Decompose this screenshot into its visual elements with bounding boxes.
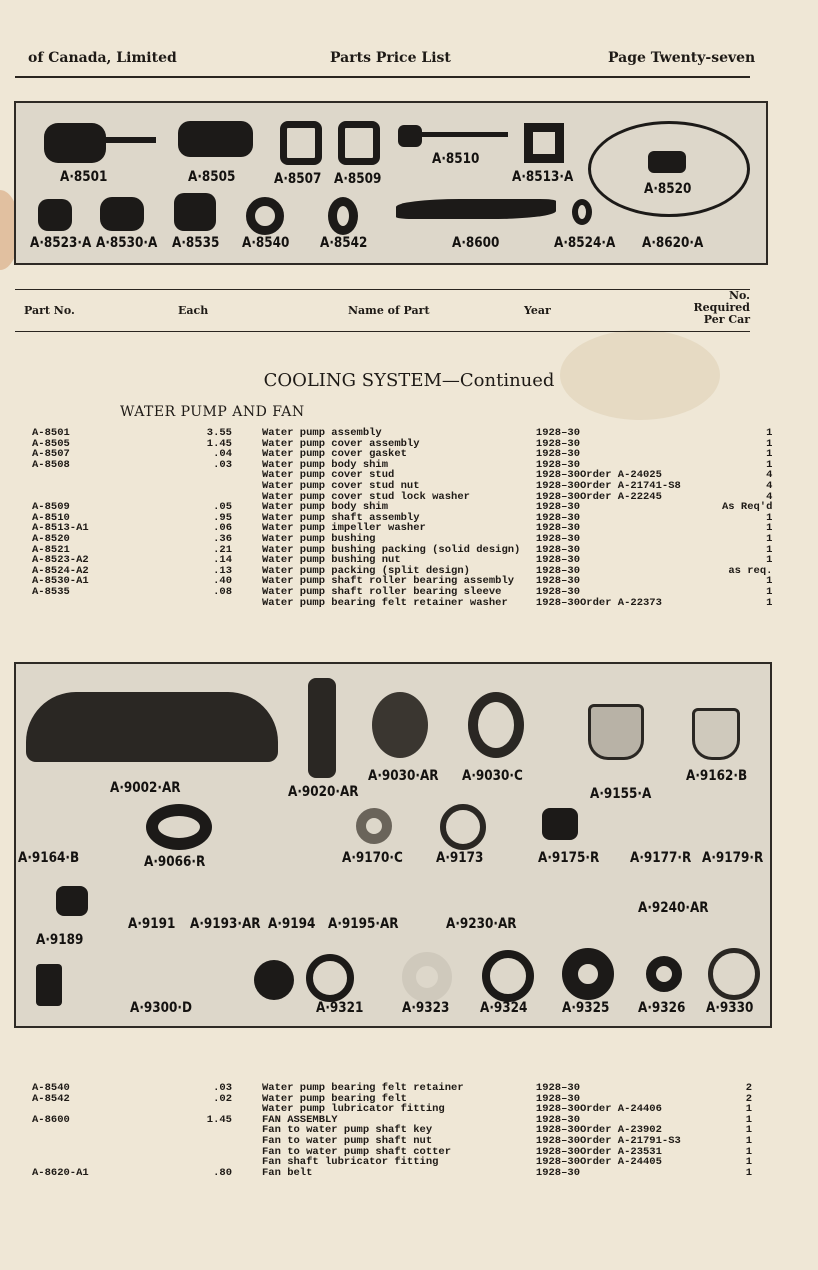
price: .06 <box>213 522 232 535</box>
gauge-image <box>254 960 294 1000</box>
part-label: A·8520 <box>644 181 692 197</box>
part-label: A·8535 <box>172 235 220 251</box>
quantity: 1 <box>766 511 773 524</box>
quantity: 1 <box>766 427 773 439</box>
year: 1928–30 <box>535 458 580 471</box>
part-label: A·9323 <box>402 1000 450 1016</box>
part-name: Fan to water pump shaft key 1928–30 <box>262 1124 580 1137</box>
table-row <box>32 449 772 460</box>
part-name: Fan shaft lubricator fitting 1928–30 <box>262 1156 580 1169</box>
part-label: A·9173 <box>436 850 484 866</box>
quantity: as req. <box>728 564 773 577</box>
year: 1928–30 <box>535 448 580 461</box>
price: .03 <box>213 1082 232 1094</box>
part-label: A·9162·B <box>686 768 748 784</box>
quantity: 1 <box>745 1124 752 1137</box>
part-number: A-8510 <box>32 511 70 524</box>
part-label: A·9191 <box>128 916 176 932</box>
quantity: 2 <box>745 1092 752 1105</box>
col-each: Each <box>178 304 209 317</box>
quantity: 1 <box>766 437 773 450</box>
quantity: 4 <box>766 479 773 492</box>
year: 1928–30 <box>535 1113 580 1126</box>
part-number: A-8507 <box>32 448 70 461</box>
washer-image <box>356 808 392 844</box>
quantity: 1 <box>766 458 773 471</box>
year: 1928–30 <box>535 490 580 503</box>
header-rule <box>15 76 750 78</box>
year: 1928–30 <box>535 554 580 567</box>
order-note <box>580 428 722 439</box>
price <box>172 1136 232 1147</box>
price: .02 <box>213 1092 232 1105</box>
table-row <box>32 523 772 534</box>
part-label: A·8540 <box>242 235 290 251</box>
price: .80 <box>213 1166 232 1179</box>
part-name: Water pump bearing felt retainer 1928–30 <box>262 1082 580 1094</box>
part-label: A·9330 <box>706 1000 754 1016</box>
order-note: Order A-23902 <box>580 1124 662 1137</box>
part-label: A·9189 <box>36 932 84 948</box>
part-number: A-8535 <box>32 585 70 598</box>
part-label: A·8510 <box>432 151 480 167</box>
price: .13 <box>213 564 232 577</box>
price <box>172 470 232 481</box>
part-number <box>32 481 172 492</box>
part-label: A·9164·B <box>18 850 80 866</box>
part-number: A-8505 <box>32 437 70 450</box>
col-name: Name of Part <box>348 304 430 317</box>
price: .04 <box>213 448 232 461</box>
order-note <box>580 566 722 577</box>
part-number: A-8501 <box>32 427 70 439</box>
order-note: Order A-24025 <box>580 469 662 482</box>
sediment-bulb-image <box>588 704 644 760</box>
quantity: 1 <box>766 522 773 535</box>
part-name: Water pump bushing nut 1928–30 <box>262 554 580 567</box>
price: .21 <box>213 543 232 556</box>
price: .14 <box>213 554 232 567</box>
part-label: A·9326 <box>638 1000 686 1016</box>
order-note: Order A-23531 <box>580 1145 662 1158</box>
header-right: Page Twenty-seven <box>608 50 756 66</box>
part-name: Water pump cover assembly 1928–30 <box>262 437 580 450</box>
filler-cap-image <box>372 692 428 758</box>
quantity: 4 <box>766 469 773 482</box>
part-label: A·9321 <box>316 1000 364 1016</box>
year: 1928–30 <box>535 1124 580 1137</box>
order-note: Order A-24406 <box>580 1103 662 1116</box>
part-label: A·9030·AR <box>368 768 439 784</box>
year: 1928–30 <box>535 1134 580 1147</box>
year: 1928–30 <box>535 501 580 514</box>
part-number: A-8513-A1 <box>32 522 89 535</box>
parts-photo-2 <box>14 662 772 1028</box>
order-note <box>580 587 722 598</box>
part-name: Water pump cover stud 1928–30 <box>262 469 580 482</box>
part-label: A·9240·AR <box>638 900 709 916</box>
cap-ring-image <box>468 692 524 758</box>
order-note: Order A-21741-S8 <box>580 479 681 492</box>
header-left: of Canada, Limited <box>28 50 177 66</box>
part-number: A-8530-A1 <box>32 575 89 588</box>
quantity: 1 <box>766 543 773 556</box>
part-number: A-8523-A2 <box>32 554 89 567</box>
table-row <box>32 1168 752 1179</box>
table-row <box>32 492 772 503</box>
price <box>172 481 232 492</box>
year: 1928–30 <box>535 1145 580 1158</box>
table-row <box>32 545 772 556</box>
part-name: Water pump shaft roller bearing assembly 1928–30 <box>262 575 580 588</box>
part-label: A·8523·A <box>30 235 92 251</box>
year: 1928–30 <box>535 564 580 577</box>
part-label: A·9179·R <box>702 850 764 866</box>
subsection-title: WATER PUMP AND FAN <box>120 404 305 420</box>
quantity: 1 <box>745 1113 752 1126</box>
parts-table-2 <box>32 1083 752 1178</box>
year: 1928–30 <box>535 1092 580 1105</box>
bearing-sleeve-image <box>174 193 216 231</box>
order-note: Order A-21791-S3 <box>580 1134 681 1147</box>
quantity: 1 <box>745 1166 752 1179</box>
part-number <box>32 1136 172 1147</box>
quantity: 1 <box>745 1134 752 1147</box>
price: .95 <box>213 511 232 524</box>
quantity: 1 <box>766 448 773 461</box>
year: 1928–30 <box>535 522 580 535</box>
part-label: A·8501 <box>60 169 108 185</box>
gasket-ring-image <box>482 950 534 1002</box>
gasket-image <box>280 121 322 165</box>
year: 1928–30 <box>535 479 580 492</box>
header-center: Parts Price List <box>330 50 451 66</box>
part-number: A-8521 <box>32 543 70 556</box>
part-name: Water pump shaft assembly 1928–30 <box>262 511 580 524</box>
year: 1928–30 <box>535 1103 580 1116</box>
part-name: Water pump cover stud lock washer 1928–30 <box>262 490 580 503</box>
part-number: A-8542 <box>32 1092 70 1105</box>
part-label: A·8505 <box>188 169 236 185</box>
part-label: A·9230·AR <box>446 916 517 932</box>
order-note <box>580 545 722 556</box>
order-note <box>580 523 722 534</box>
part-name: Water pump impeller washer 1928–30 <box>262 522 580 535</box>
part-label: A·8530·A <box>96 235 158 251</box>
order-note <box>580 555 722 566</box>
quantity: 1 <box>766 575 773 588</box>
parts-table-1 <box>32 428 772 608</box>
part-name: Fan to water pump shaft nut 1928–30 <box>262 1134 580 1147</box>
part-number: A-8509 <box>32 501 70 514</box>
part-name: Water pump bearing felt retainer washer 1928–30 <box>262 596 580 609</box>
part-name: Water pump bearing felt 1928–30 <box>262 1092 580 1105</box>
glass-bowl-image <box>692 708 740 760</box>
part-label: A·9194 <box>268 916 316 932</box>
cover-assembly-image <box>178 121 253 157</box>
part-name: Water pump cover stud nut 1928–30 <box>262 479 580 492</box>
year: 1928–30 <box>535 1166 580 1179</box>
order-note <box>580 449 722 460</box>
quantity: 1 <box>766 596 773 609</box>
order-note <box>580 1083 722 1094</box>
price: .03 <box>213 458 232 471</box>
quantity: 1 <box>766 532 773 545</box>
quantity: As Req'd <box>722 501 773 514</box>
bushing-nut-image <box>38 199 72 231</box>
year: 1928–30 <box>535 1082 580 1094</box>
order-note <box>580 502 722 513</box>
part-number: A-8524-A2 <box>32 564 89 577</box>
part-name: FAN ASSEMBLY 1928–30 <box>262 1113 580 1126</box>
part-label: A·9020·AR <box>288 784 359 800</box>
hose-image <box>308 678 336 778</box>
year: 1928–30 <box>535 1156 580 1169</box>
part-label: A·9155·A <box>590 786 652 802</box>
year: 1928–30 <box>535 469 580 482</box>
part-label: A·9175·R <box>538 850 600 866</box>
price <box>172 598 232 609</box>
gasket-image <box>146 804 212 850</box>
price <box>172 1125 232 1136</box>
order-note <box>580 513 722 524</box>
part-label: A·8524·A <box>554 235 616 251</box>
part-number <box>32 1125 172 1136</box>
felt-retainer-image <box>246 197 284 235</box>
quantity: 1 <box>745 1145 752 1158</box>
part-name: Water pump body shim 1928–30 <box>262 458 580 471</box>
part-name: Water pump shaft roller bearing sleeve 1928–30 <box>262 585 580 598</box>
part-label: A·9030·C <box>462 768 523 784</box>
price: 1.45 <box>206 1113 232 1126</box>
table-row <box>32 1104 752 1115</box>
year: 1928–30 <box>535 596 580 609</box>
table-row <box>32 1157 752 1168</box>
price: .05 <box>213 501 232 514</box>
ring-image <box>708 948 760 1000</box>
quantity: 4 <box>766 490 773 503</box>
column-rule-top <box>15 289 750 290</box>
part-label: A·8542 <box>320 235 368 251</box>
roller-bearing-image <box>100 197 144 231</box>
order-note: Order A-22373 <box>580 596 662 609</box>
quantity: 1 <box>766 585 773 598</box>
ring-image <box>440 804 486 850</box>
part-number <box>32 470 172 481</box>
part-label: A·9002·AR <box>110 780 181 796</box>
packing-image <box>572 199 592 225</box>
year: 1928–30 <box>535 532 580 545</box>
year: 1928–30 <box>535 585 580 598</box>
part-number: A-8620-A1 <box>32 1166 89 1179</box>
felt-image <box>328 197 358 235</box>
nut-image <box>542 808 578 840</box>
part-name: Water pump bushing 1928–30 <box>262 532 580 545</box>
pump-assembly-image <box>44 123 106 163</box>
felt-ring-image <box>402 952 452 1002</box>
shim-image <box>338 121 380 165</box>
price: .36 <box>213 532 232 545</box>
year: 1928–30 <box>535 575 580 588</box>
year: 1928–30 <box>535 427 580 439</box>
year: 1928–30 <box>535 511 580 524</box>
price: .40 <box>213 575 232 588</box>
col-required: No. Required Per Car <box>693 289 750 326</box>
part-name: Water pump body shim 1928–30 <box>262 501 580 514</box>
col-part-no: Part No. <box>24 304 75 317</box>
part-name: Water pump bushing packing (solid design) 1928–30 <box>262 543 580 556</box>
part-label: A·9324 <box>480 1000 528 1016</box>
part-number: A-8600 <box>32 1113 70 1126</box>
price: 1.45 <box>206 437 232 450</box>
float-image <box>36 964 62 1006</box>
order-note: Order A-22245 <box>580 490 662 503</box>
part-number: A-8540 <box>32 1082 70 1094</box>
part-label: A·9177·R <box>630 850 692 866</box>
ring-image <box>646 956 682 992</box>
price: 3.55 <box>206 427 232 439</box>
quantity: 1 <box>745 1103 752 1116</box>
part-label: A·9195·AR <box>328 916 399 932</box>
part-name: Water pump cover gasket 1928–30 <box>262 448 580 461</box>
part-name: Water pump assembly 1928–30 <box>262 427 580 439</box>
part-label: A·8513·A <box>512 169 574 185</box>
order-note <box>580 1168 722 1179</box>
part-label: A·8600 <box>452 235 500 251</box>
price: .08 <box>213 585 232 598</box>
bushing-image <box>648 151 686 173</box>
part-label: A·8620·A <box>642 235 704 251</box>
fan-image <box>396 199 556 219</box>
shaft-image <box>100 137 156 143</box>
order-note <box>580 576 722 587</box>
part-number <box>32 598 172 609</box>
table-row <box>32 598 772 609</box>
radiator-shell-image <box>26 692 278 762</box>
part-number: A-8508 <box>32 458 70 471</box>
valve-image <box>56 886 88 916</box>
col-year: Year <box>524 304 551 317</box>
part-label: A·9325 <box>562 1000 610 1016</box>
year: 1928–30 <box>535 437 580 450</box>
order-note: Order A-24405 <box>580 1156 662 1169</box>
part-name: Fan to water pump shaft cotter 1928–30 <box>262 1145 580 1158</box>
washer-image <box>524 123 564 163</box>
part-number <box>32 1147 172 1158</box>
shaft-rod-image <box>416 132 508 137</box>
part-label: A·9066·R <box>144 854 206 870</box>
quantity: 1 <box>745 1156 752 1169</box>
price <box>172 1147 232 1158</box>
part-label: A·9300·D <box>130 1000 192 1016</box>
order-note <box>580 439 722 450</box>
gasket-ring-image <box>306 954 354 1002</box>
order-note <box>580 534 722 545</box>
quantity: 1 <box>766 554 773 567</box>
part-name: Water pump lubricator fitting 1928–30 <box>262 1103 580 1116</box>
part-label: A·9193·AR <box>190 916 261 932</box>
parts-photo-1 <box>14 101 768 265</box>
part-name: Water pump packing (split design) 1928–30 <box>262 564 580 577</box>
part-label: A·8507 <box>274 171 322 187</box>
part-name: Fan belt 1928–30 <box>262 1166 580 1179</box>
column-rule-bottom <box>15 331 750 332</box>
section-title: COOLING SYSTEM—Continued <box>263 370 555 391</box>
part-label: A·9170·C <box>342 850 403 866</box>
year: 1928–30 <box>535 543 580 556</box>
rubber-ring-image <box>562 948 614 1000</box>
part-number: A-8520 <box>32 532 70 545</box>
part-label: A·8509 <box>334 171 382 187</box>
quantity: 2 <box>745 1082 752 1094</box>
